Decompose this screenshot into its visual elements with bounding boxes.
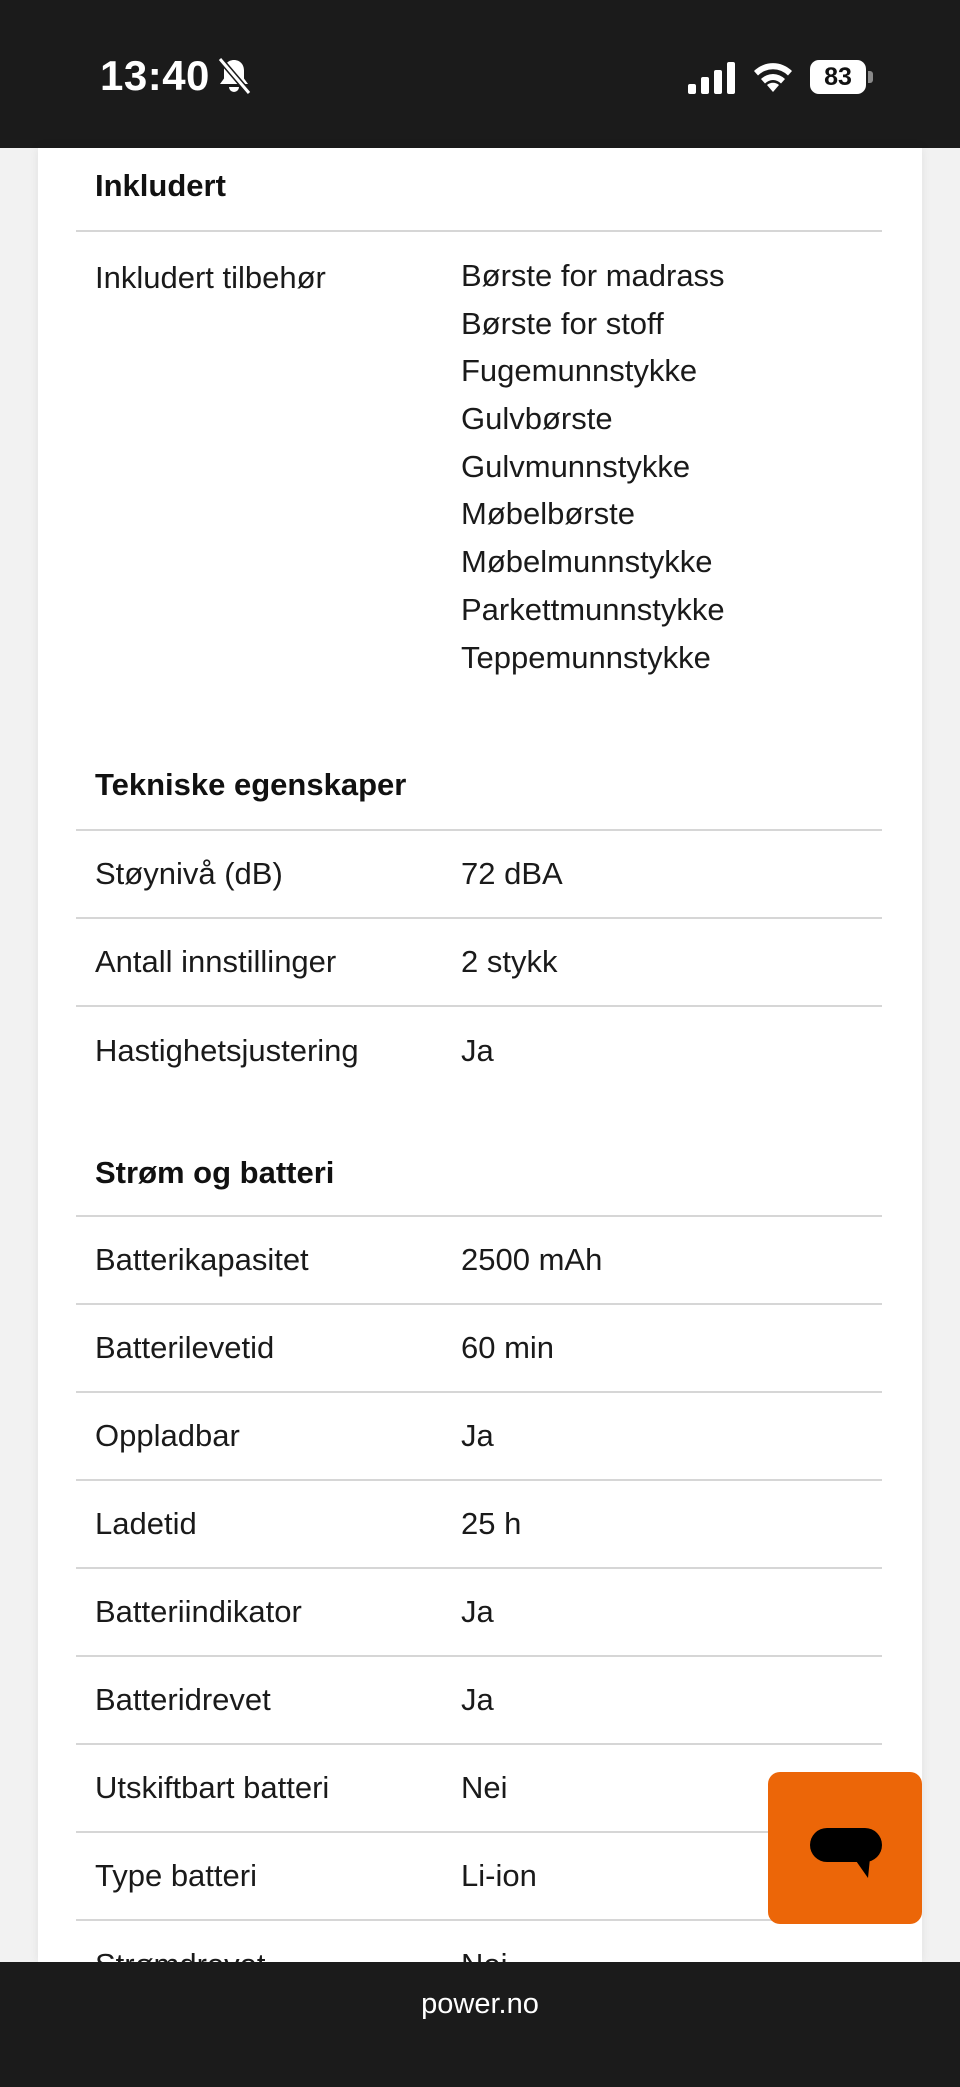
bell-slash-icon <box>216 56 252 96</box>
spec-label: Batteriindikator <box>95 1594 302 1630</box>
spec-row <box>76 1007 882 1095</box>
spec-row <box>76 1833 882 1921</box>
list-item: Børste for madrass <box>461 258 725 293</box>
list-item: Fugemunnstykke <box>461 353 698 389</box>
list-item: Gulvbørste <box>461 401 613 437</box>
spec-value: Ja <box>461 1033 494 1069</box>
battery-cap <box>868 71 873 83</box>
status-time: 13:40 <box>100 52 210 99</box>
browser-bottom-bar <box>0 1962 960 2087</box>
spec-label: Antall innstillinger <box>95 944 337 980</box>
list-item: Børste for stoff <box>461 305 664 341</box>
accessory-list <box>461 260 882 689</box>
list-item: Møbelbørste <box>461 496 635 532</box>
spec-value: Ja <box>461 1682 494 1718</box>
spec-value <box>461 260 882 689</box>
spec-label: Inkludert tilbehør <box>95 260 326 295</box>
spec-label: Støynivå (dB) <box>95 856 283 892</box>
spec-label: Utskiftbart batteri <box>95 1770 330 1806</box>
section-title-inkludert: Inkludert <box>76 148 882 232</box>
spec-row <box>76 919 882 1007</box>
spec-row <box>76 1393 882 1481</box>
spec-value: 25 h <box>461 1506 522 1542</box>
status-bar <box>0 0 960 148</box>
spec-row <box>76 1217 882 1305</box>
spec-value: Ja <box>461 1594 494 1630</box>
spec-value: Ja <box>461 1418 494 1454</box>
url-label[interactable]: power.no <box>421 1988 539 2020</box>
spec-label: Type batteri <box>95 1858 257 1894</box>
spec-label: Hastighetsjustering <box>95 1033 359 1069</box>
list-item: Teppemunnstykke <box>461 639 711 675</box>
spec-label: Batteridrevet <box>95 1682 271 1718</box>
spec-label: Oppladbar <box>95 1418 240 1454</box>
page-area <box>0 148 960 1962</box>
spec-row <box>76 232 882 697</box>
spec-row <box>76 1745 882 1833</box>
spec-value: 2500 mAh <box>461 1242 603 1278</box>
chat-button[interactable] <box>768 1772 922 1924</box>
chat-bubble-icon <box>810 1828 882 1878</box>
wifi-icon <box>752 58 794 94</box>
battery-icon <box>810 60 874 94</box>
spec-row <box>76 831 882 919</box>
spec-row <box>76 1481 882 1569</box>
spec-row <box>76 1569 882 1657</box>
spec-row <box>76 1657 882 1745</box>
spec-value: 60 min <box>461 1330 555 1366</box>
spec-value: 2 stykk <box>461 944 558 980</box>
cellular-signal-icon <box>688 62 736 94</box>
section-title-strom-og-batteri: Strøm og batteri <box>76 1095 882 1217</box>
spec-value: 72 dBA <box>461 856 563 892</box>
spec-label: Batterilevetid <box>95 1330 275 1366</box>
list-item: Parkettmunnstykke <box>461 591 725 627</box>
spec-value: Li-ion <box>461 1858 537 1894</box>
spec-row <box>76 1305 882 1393</box>
list-item: Møbelmunnstykke <box>461 544 713 580</box>
spec-value: Nei <box>461 1770 508 1806</box>
battery-level: 83 <box>810 60 866 94</box>
specifications-table <box>76 148 882 2009</box>
list-item: Gulvmunnstykke <box>461 448 691 484</box>
spec-label: Ladetid <box>95 1506 197 1542</box>
spec-label: Batterikapasitet <box>95 1242 309 1278</box>
section-title-tekniske-egenskaper: Tekniske egenskaper <box>76 697 882 831</box>
specifications-card <box>38 148 922 1962</box>
